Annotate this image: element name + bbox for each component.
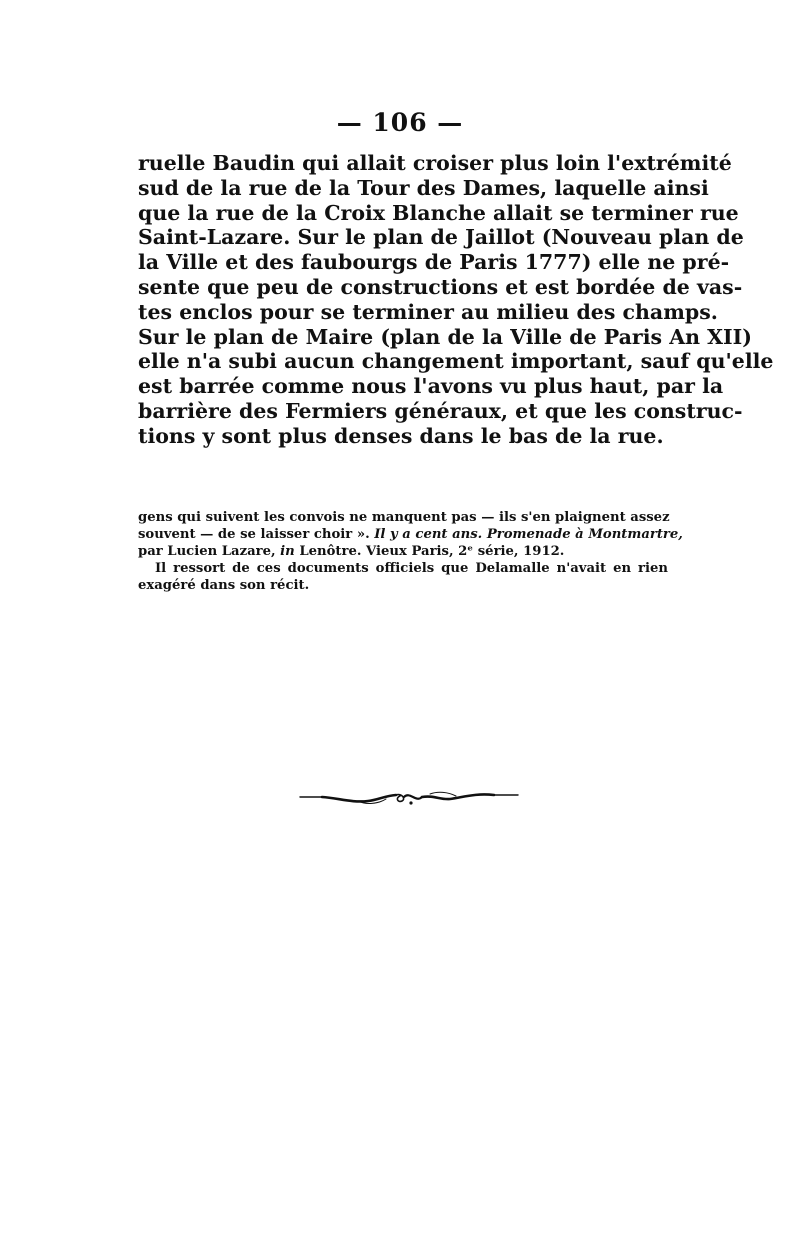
text-line: que la rue de la Croix Blanche allait se terminer rue — [138, 200, 739, 225]
footnote-text: souvent — de se laisser choir ». — [138, 527, 375, 542]
footnote-citation-in: in — [280, 544, 295, 559]
footnote-line: gens qui suivent les convois ne manquent pas — ils s'en plaignent assez — [138, 510, 670, 525]
typographic-flourish-icon — [298, 783, 520, 811]
text-line: tions y sont plus denses dans le bas de la rue. — [138, 423, 664, 448]
footnote-line — [138, 543, 668, 560]
footnote-line: Il ressort de ces documents officiels que Delamalle n'avait en rien — [155, 561, 668, 576]
text-line: est barrée comme nous l'avons vu plus haut, par la — [138, 374, 724, 399]
footnote-citation-title: Il y a cent ans. Promenade à Montmartre, — [374, 527, 683, 542]
text-line: ruelle Baudin qui allait croiser plus loin l'extrémité — [138, 151, 732, 175]
page-number: — 106 — — [336, 108, 464, 137]
main-paragraph — [138, 151, 774, 449]
footnote-text: par Lucien Lazare, — [138, 544, 281, 559]
text-line: la Ville et des faubourgs de Paris 1777) elle ne pré- — [138, 250, 730, 275]
text-line: barrière des Fermiers généraux, et que les construc- — [138, 398, 743, 423]
footnote-line: exagéré dans son récit. — [138, 578, 310, 593]
text-line: elle n'a subi aucun changement important, sauf qu'elle — [138, 349, 774, 374]
footnote — [138, 509, 683, 594]
footnote-text: Lenôtre. Vieux Paris, 2ᵉ série, 1912. — [294, 544, 565, 559]
text-line: sud de la rue de la Tour des Dames, laquelle ainsi — [138, 175, 709, 200]
text-line: sente que peu de constructions et est bordée de vas- — [138, 274, 743, 299]
text-line: Saint-Lazare. Sur le plan de Jaillot (Nouveau plan de — [138, 225, 744, 250]
footnote-line — [138, 526, 683, 543]
text-line: tes enclos pour se terminer au milieu des champs. — [138, 299, 718, 324]
text-line: Sur le plan de Maire (plan de la Ville de Paris An XII) — [138, 324, 752, 349]
